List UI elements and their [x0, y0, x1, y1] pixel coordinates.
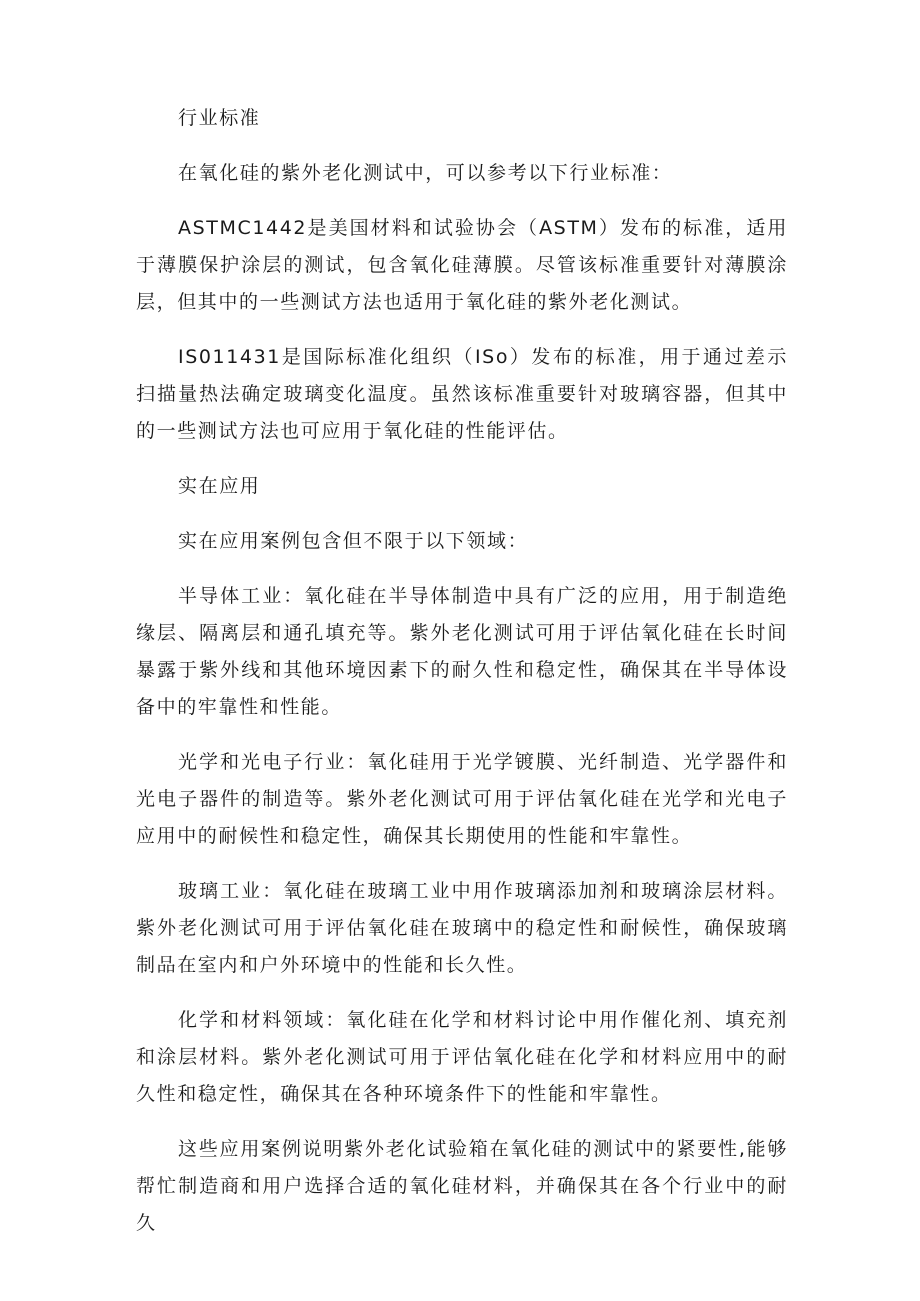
paragraph-semiconductor: 半导体工业：氧化硅在半导体制造中具有广泛的应用，用于制造绝缘层、隔离层和通孔填充等。紫外老化测试可用于评估氧化硅在长时间暴露于紫外线和其他环境因素下的耐久性和稳定性，确保其在半导体设备中的牢靠性和性能。: [136, 585, 788, 718]
paragraph-iso-11431: IS011431是国际标准化组织（ISo）发布的标准，用于通过差示扫描量热法确定玻璃变化温度。虽然该标准重要针对玻璃容器，但其中的一些测试方法也可应用于氧化硅的性能评估。: [136, 346, 788, 442]
paragraph-conclusion: 这些应用案例说明紫外老化试验箱在氧化硅的测试中的紧要性,能够帮忙制造商和用户选择合适的氧化硅材料，并确保其在各个行业中的耐久: [136, 1138, 788, 1234]
section-heading-applications: 实在应用: [178, 475, 261, 497]
paragraph-optics: 光学和光电子行业：氧化硅用于光学镀膜、光纤制造、光学器件和光电子器件的制造等。紫外老化测试可用于评估氧化硅在光学和光电子应用中的耐候性和稳定性，确保其长期使用的性能和牢靠性。: [136, 751, 788, 847]
paragraph-applications-intro: 实在应用案例包含但不限于以下领域：: [178, 530, 529, 552]
paragraph-astm-c1442: ASTMC1442是美国材料和试验协会（ASTM）发布的标准，适用于薄膜保护涂层的测试，包含氧化硅薄膜。尽管该标准重要针对薄膜涂层，但其中的一些测试方法也适用于氧化硅的紫外老化测试。: [136, 217, 788, 313]
paragraph-chemistry: 化学和材料领域：氧化硅在化学和材料讨论中用作催化剂、填充剂和涂层材料。紫外老化测试可用于评估氧化硅在化学和材料应用中的耐久性和稳定性，确保其在各种环境条件下的性能和牢靠性。: [136, 1009, 788, 1105]
paragraph-glass: 玻璃工业：氧化硅在玻璃工业中用作玻璃添加剂和玻璃涂层材料。紫外老化测试可用于评估氧化硅在玻璃中的稳定性和耐候性，确保玻璃制品在室内和户外环境中的性能和长久性。: [136, 880, 788, 976]
paragraph-standards-intro: 在氧化硅的紫外老化测试中，可以参考以下行业标准：: [178, 162, 673, 184]
section-heading-industry-standards: 行业标准: [178, 107, 261, 129]
document-body: [136, 100, 788, 1260]
